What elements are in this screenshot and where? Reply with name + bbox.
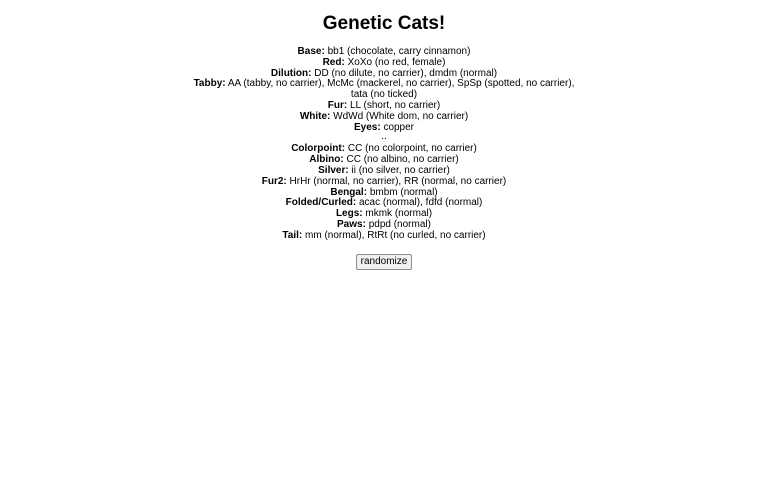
trait-value: AA (tabby, no carrier), McMc (mackerel, no carrier), SpSp (spotted, no carrier), tata (no ticked) <box>227 78 575 101</box>
eyes-dots: .. <box>381 131 387 143</box>
trait-value: LL (short, no carrier) <box>350 99 441 111</box>
trait-label: Legs: <box>335 208 363 220</box>
trait-label: Paws: <box>337 218 366 230</box>
trait-label: Bengal: <box>330 186 368 198</box>
trait-value: HrHr (normal, no carrier), RR (normal, no carrier) <box>289 175 507 187</box>
trait-value: WdWd (White dom, no carrier) <box>333 110 469 122</box>
trait-label: Eyes: <box>353 121 381 133</box>
trait-label: Tail: <box>282 229 303 241</box>
trait-value: bmbm (normal) <box>369 186 438 198</box>
trait-value: mm (normal), RtRt (no curled, no carrier) <box>305 229 486 241</box>
trait-label: Dilution: <box>270 67 312 79</box>
trait-label: Red: <box>322 56 345 68</box>
trait-label: Tabby: <box>193 78 226 90</box>
trait-value: CC (no albino, no carrier) <box>346 154 459 166</box>
trait-value: mkmk (normal) <box>365 208 433 220</box>
button-container <box>0 251 768 270</box>
trait-value: CC (no colorpoint, no carrier) <box>347 143 477 155</box>
randomize-button[interactable]: randomize <box>356 254 413 270</box>
trait-value: bb1 (chocolate, carry cinnamon) <box>327 46 471 57</box>
page-title: Genetic Cats! <box>322 13 446 34</box>
trait-tabby <box>184 79 584 101</box>
trait-tail <box>184 231 584 242</box>
trait-label: Fur2: <box>261 175 287 187</box>
trait-value: pdpd (normal) <box>368 218 431 230</box>
trait-eyes <box>184 123 584 145</box>
trait-label: Folded/Curled: <box>285 197 357 209</box>
trait-list <box>0 47 768 242</box>
trait-value: acac (normal), fdfd (normal) <box>358 197 483 209</box>
trait-value: DD (no dilute, no carrier), dmdm (normal) <box>314 67 498 79</box>
trait-label: Fur: <box>327 99 348 111</box>
trait-label: White: <box>299 110 331 122</box>
trait-label: Colorpoint: <box>291 143 346 155</box>
trait-value: copper <box>383 121 415 133</box>
trait-value: ii (no silver, no carrier) <box>351 164 450 176</box>
trait-value: XoXo (no red, female) <box>347 56 446 68</box>
trait-label: Silver: <box>318 164 349 176</box>
trait-label: Albino: <box>309 154 344 166</box>
trait-label: Base: <box>297 46 325 57</box>
